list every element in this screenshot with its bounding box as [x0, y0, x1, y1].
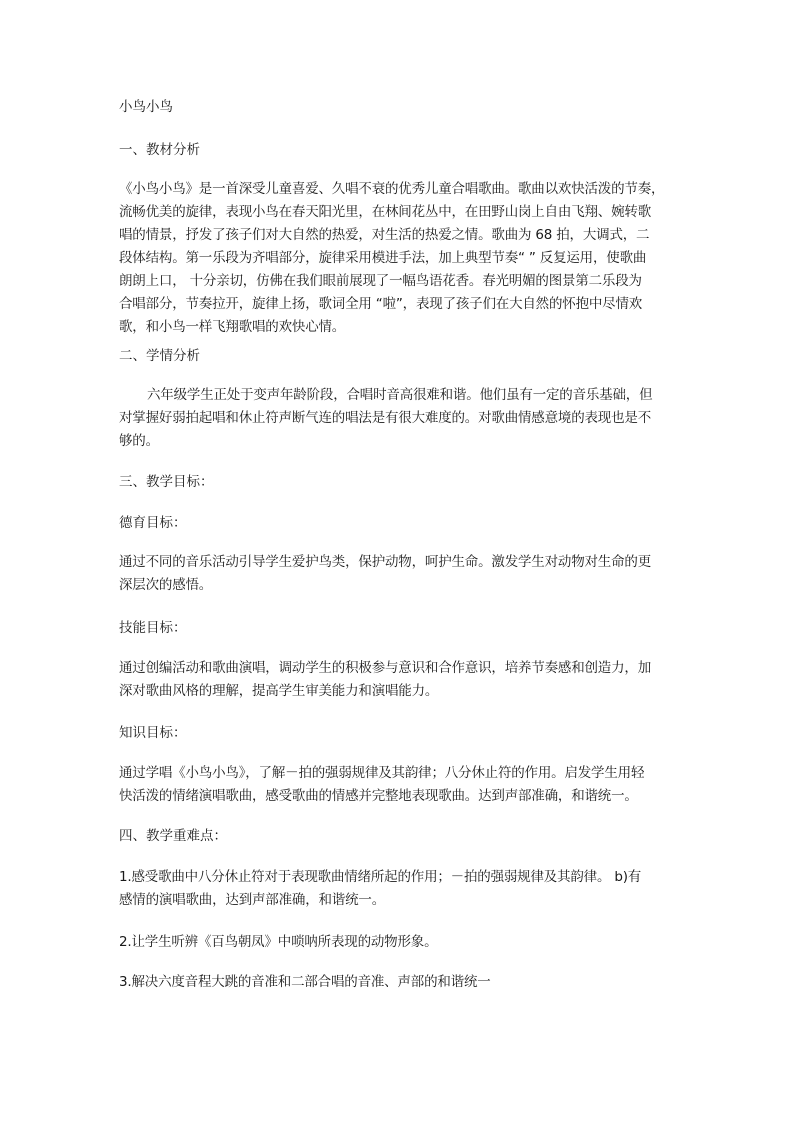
paragraph-line: 朗朗上口， 十分亲切，仿佛在我们眼前展现了一幅鸟语花香。春光明媚的图景第二乐段为 — [119, 273, 642, 289]
paragraph-line: 3.解决六度音程大跳的音准和二部合唱的音准、声部的和谐统一 — [119, 974, 491, 990]
paragraph-line: 深对歌曲风格的理解，提高学生审美能力和演唱能力。 — [119, 683, 439, 699]
knowledge-objective-label: 知识目标： — [119, 725, 187, 741]
key-point-item-3 — [119, 971, 675, 994]
document-title: 小鸟小鸟 — [119, 99, 173, 115]
paragraph-line: 1.感受歌曲中八分休止符对于表现歌曲情绪所起的作用；－拍的强弱规律及其韵律。 b)有 — [119, 869, 642, 885]
key-point-item-2 — [119, 931, 675, 954]
moral-objective-label: 德育目标： — [119, 515, 187, 531]
paragraph-line: 唱的情景，抒发了孩子们对大自然的热爱，对生活的热爱之情。歌曲为 68 拍，大调式，二 — [119, 227, 650, 243]
paragraph-line: 深层次的感悟。 — [119, 577, 213, 593]
paragraph-line: 感情的演唱歌曲，达到声部准确，和谐统一。 — [119, 892, 385, 908]
paragraph-line: 通过不同的音乐活动引导学生爱护鸟类，保护动物，呵护生命。激发学生对动物对生命的更 — [119, 554, 651, 570]
paragraph-line: 歌，和小鸟一样飞翔歌唱的欢快心情。 — [119, 319, 346, 335]
key-point-item-1 — [119, 866, 675, 912]
skill-objective-paragraph — [119, 657, 675, 703]
student-analysis-paragraph — [119, 384, 675, 453]
section-heading-objectives: 三、教学目标： — [119, 474, 214, 490]
paragraph-line: 对掌握好弱拍起唱和休止符声断气连的唱法是有很大难度的。对歌曲情感意境的表现也是不 — [119, 410, 651, 426]
paragraph-line: 六年级学生正处于变声年龄阶段，合唱时音高很难和谐。他们虽有一定的音乐基础，但 — [147, 387, 653, 403]
section-heading-students: 二、学情分析 — [119, 348, 200, 364]
skill-objective-label: 技能目标： — [119, 620, 187, 636]
paragraph-line: 合唱部分，节奏拉开，旋律上扬，歌词全用 “啦”，表现了孩子们在大自然的怀抱中尽情欢 — [119, 296, 643, 312]
paragraph-line: 《小鸟小鸟》是一首深受儿童喜爱、久唱不衰的优秀儿童合唱歌曲。歌曲以欢快活泼的节奏， — [119, 181, 665, 197]
paragraph-line: 通过学唱《小鸟小鸟》，了解－拍的强弱规律及其韵律；八分休止符的作用。启发学生用轻 — [119, 765, 645, 781]
moral-objective-paragraph — [119, 551, 675, 597]
materials-analysis-paragraph — [119, 178, 675, 339]
paragraph-line: 段体结构。第一乐段为齐唱部分，旋律采用模进手法，加上典型节奏“ ” 反复运用，使歌曲 — [119, 250, 647, 266]
paragraph-line: 快活泼的情绪演唱歌曲，感受歌曲的情感并完整地表现歌曲。达到声部准确，和谐统一。 — [119, 788, 638, 804]
section-heading-materials: 一、教材分析 — [119, 142, 200, 158]
paragraph-line: 流畅优美的旋律，表现小鸟在春天阳光里，在林间花丛中，在田野山岗上自由飞翔、婉转歌 — [119, 204, 651, 220]
section-heading-key-points: 四、教学重难点： — [119, 828, 227, 844]
paragraph-line: 通过创编活动和歌曲演唱，调动学生的积极参与意识和合作意识，培养节奏感和创造力，加 — [119, 660, 651, 676]
paragraph-line: 够的。 — [119, 433, 159, 449]
knowledge-objective-paragraph — [119, 762, 675, 808]
paragraph-line: 2.让学生听辨《百鸟朝凤》中唢呐所表现的动物形象。 — [119, 934, 438, 950]
